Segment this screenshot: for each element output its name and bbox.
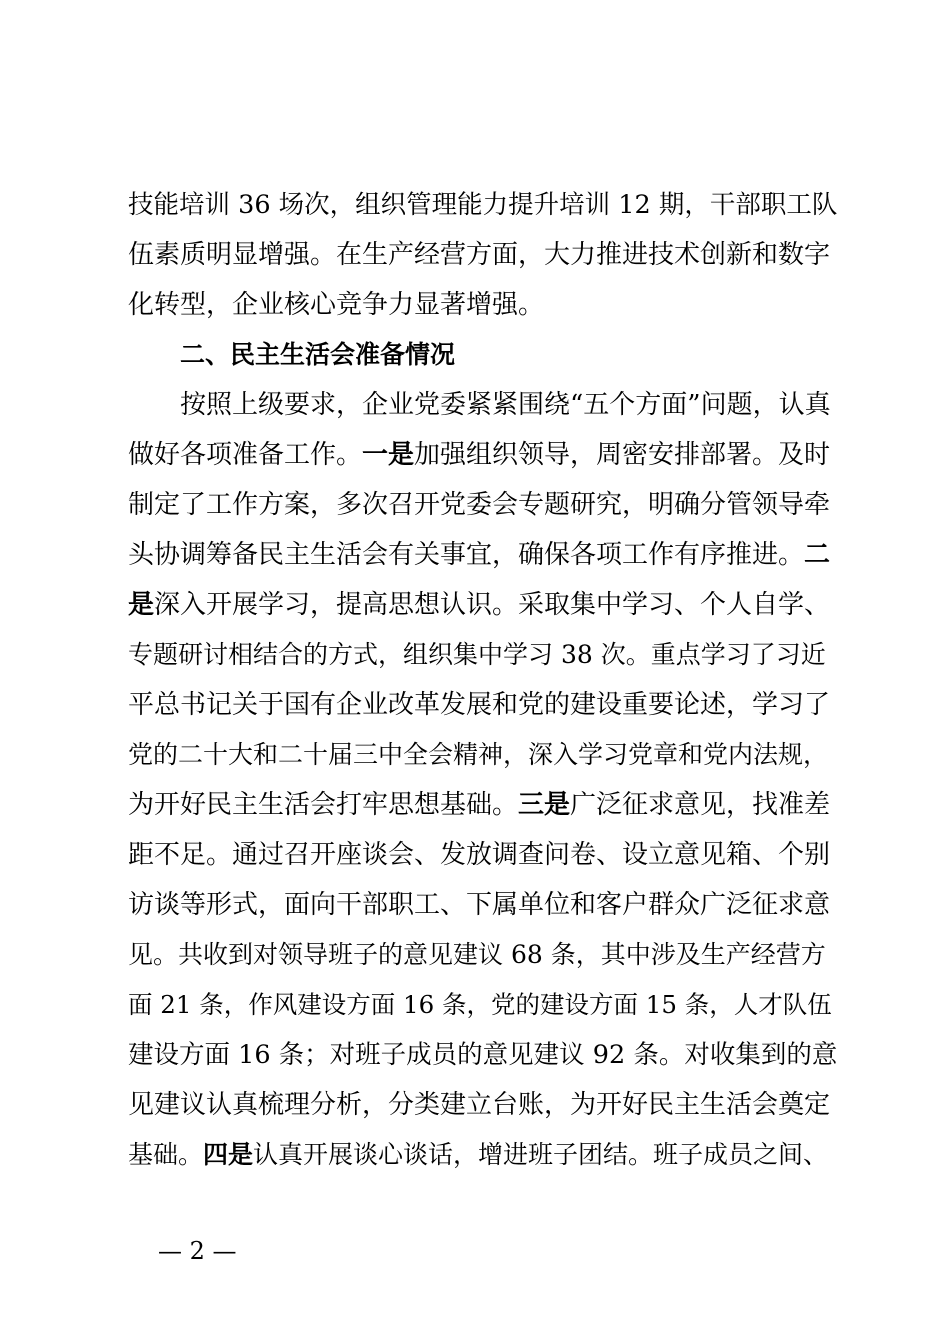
body-line (128, 438, 836, 472)
body-line: 访谈等形式，面向干部职工、下属单位和客户群众广泛征求意 (128, 890, 831, 920)
body-line: 党的二十大和二十届三中全会精神，深入学习党章和党内法规， (128, 740, 829, 769)
body-line: 面 21 条，作风建设方面 16 条，党的建设方面 15 条，人才队伍 (128, 990, 832, 1019)
body-line: 技能培训 36 场次，组织管理能力提升培训 12 期，干部职工队 (128, 190, 838, 220)
bold-marker: 四是 (203, 1140, 254, 1169)
section-heading: 二、民主生活会准备情况 (180, 340, 456, 369)
bold-marker: 是 (128, 590, 155, 620)
body-line: 平总书记关于国有企业改革发展和党的建设重要论述，学习了 (128, 690, 831, 720)
body-line: 制定了工作方案，多次召开党委会专题研究，明确分管领导牵 (128, 490, 831, 520)
body-line: 建设方面 16 条；对班子成员的意见建议 92 条。对收集到的意 (128, 1040, 838, 1070)
body-line: 距不足。通过召开座谈会、发放调查问卷、设立意见箱、个别 (128, 840, 831, 870)
body-text: 为开好民主生活会打牢思想基础。 (128, 790, 519, 820)
body-text: 基础。 (128, 1140, 204, 1169)
bold-marker: 三是 (518, 790, 571, 820)
body-line: 化转型，企业核心竞争力显著增强。 (128, 290, 545, 320)
body-text: 做好各项准备工作。 (128, 440, 363, 470)
bold-marker: 二 (804, 540, 831, 570)
body-line: 伍素质明显增强。在生产经营方面，大力推进技术创新和数字 (128, 240, 831, 270)
body-line: 按照上级要求，企业党委紧紧围绕“五个方面”问题，认真 (180, 390, 831, 420)
body-line: 见。共收到对领导班子的意见建议 68 条，其中涉及生产经营方 (128, 940, 826, 969)
body-text: 头协调筹备民主生活会有关事宜，确保各项工作有序推进。 (128, 540, 805, 570)
body-text: 加强组织领导，周密安排部署。及时 (414, 440, 831, 470)
bold-marker: 一是 (362, 440, 415, 470)
body-line (128, 1138, 836, 1172)
body-line (128, 588, 836, 622)
body-text: 认真开展谈心谈话，增进班子团结。班子成员之间、 (253, 1140, 829, 1169)
body-line (128, 788, 836, 822)
body-line: 专题研讨相结合的方式，组织集中学习 38 次。重点学习了习近 (128, 640, 826, 669)
body-text: 深入开展学习，提高思想认识。采取集中学习、个人自学、 (154, 590, 831, 620)
body-line: 见建议认真梳理分析，分类建立台账，为开好民主生活会奠定 (128, 1090, 831, 1120)
body-line (128, 538, 836, 572)
body-text: 广泛征求意见，找准差 (570, 790, 831, 820)
page-number: — 2 — (158, 1237, 237, 1265)
